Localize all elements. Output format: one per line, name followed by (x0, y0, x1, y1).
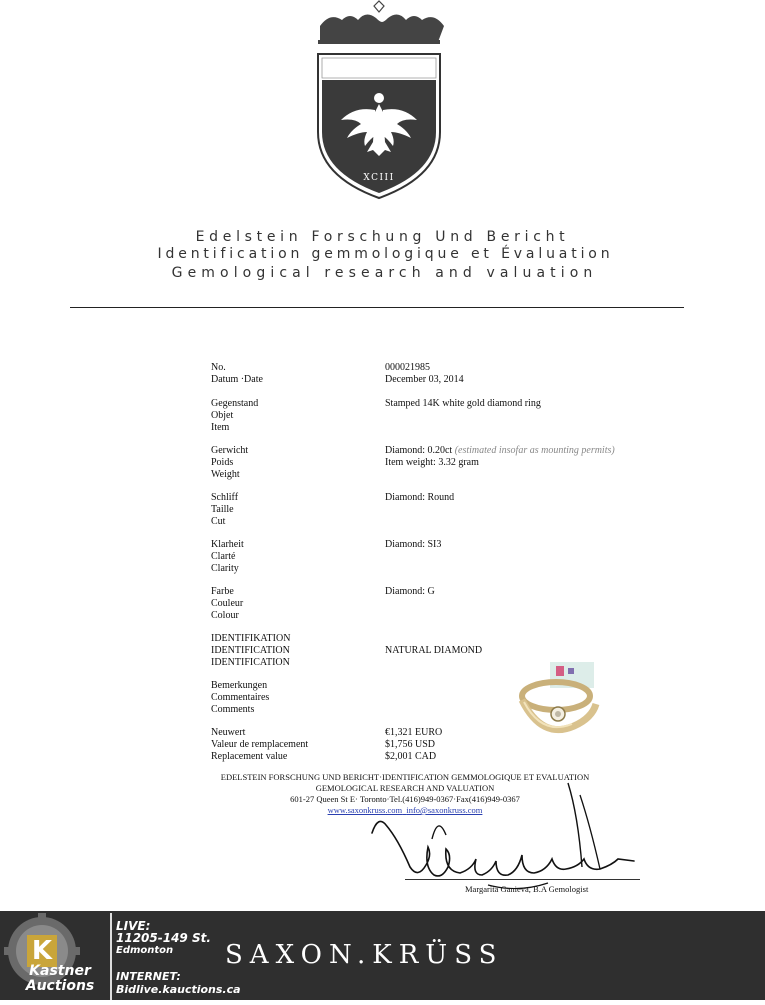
comments-label-de: Bemerkungen (211, 680, 268, 691)
clarity-label-de: Klarheit (211, 539, 244, 550)
logo-text-kastner: Kastner (29, 963, 91, 979)
live-label: LIVE: (116, 919, 151, 933)
crest-numeral: XCIII (363, 173, 395, 183)
colour-label-en: Colour (211, 610, 239, 621)
signature-line (405, 879, 640, 880)
weight-note: (estimated insofar as mounting permits) (454, 445, 615, 456)
heading-english: Gemological research and valuation (171, 265, 598, 281)
date-label: Datum ·Date (211, 374, 263, 385)
live-address: 11205-149 St. (116, 931, 211, 945)
value-usd: $1,756 USD (385, 739, 436, 750)
value-euro: €1,321 EURO (385, 727, 443, 738)
clarity-value: Diamond: SI3 (385, 539, 442, 550)
date-value: December 03, 2014 (385, 374, 464, 385)
number-label: No. (211, 362, 226, 373)
identification-label-fr: IDENTIFICATION (211, 645, 290, 656)
colour-label-de: Farbe (211, 586, 234, 597)
item-label-en: Item (211, 422, 230, 433)
signer-name: Margarita Ganieva, B.A Gemologist (465, 884, 589, 894)
internet-label: INTERNET: (116, 970, 181, 983)
email-link[interactable]: info@saxonkruss.com (406, 805, 483, 815)
colour-value: Diamond: G (385, 586, 435, 597)
cut-label-fr: Taille (211, 504, 234, 515)
item-label-fr: Objet (211, 410, 234, 421)
brand-wordmark: SAXON.KRÜSS (225, 940, 504, 970)
ring-photo (512, 660, 602, 745)
footer-company-line: EDELSTEIN FORSCHUNG UND BERICHT·IDENTIFICATION GEMMOLOGIQUE ET EVALUATION (220, 772, 590, 782)
diamond-weight-value (385, 445, 615, 457)
logo-text-auctions: Auctions (25, 978, 95, 994)
clarity-label-en: Clarity (211, 563, 239, 574)
internet-url[interactable]: Bidlive.kauctions.ca (116, 983, 241, 996)
crown-icon (318, 1, 444, 44)
cut-label-en: Cut (211, 516, 226, 527)
website-link[interactable]: www.saxonkruss.com (327, 805, 403, 815)
banner-divider (110, 913, 112, 1000)
diamond-weight-text: Diamond: 0.20ct (385, 445, 453, 456)
identification-label-de: IDENTIFIKATION (211, 633, 291, 644)
heading-french: Identification gemmologique et Évaluation (157, 246, 614, 262)
weight-label-en: Weight (211, 469, 240, 480)
valuation-label-de: Neuwert (211, 727, 246, 738)
cut-value: Diamond: Round (385, 492, 455, 503)
comments-label-fr: Commentaires (211, 692, 270, 703)
item-label-de: Gegenstand (211, 398, 259, 409)
number-value: 000021985 (385, 362, 430, 373)
cut-label-de: Schliff (211, 492, 239, 503)
header-divider (70, 307, 684, 308)
valuation-label-fr: Valeur de remplacement (211, 739, 309, 750)
comments-label-en: Comments (211, 704, 255, 715)
logo-letter: K (27, 935, 57, 967)
valuation-label-en: Replacement value (211, 751, 288, 762)
colour-label-fr: Couleur (211, 598, 244, 609)
weight-label-de: Gerwicht (211, 445, 249, 456)
live-city: Edmonton (116, 945, 174, 956)
clarity-label-fr: Clarté (211, 551, 236, 562)
item-value: Stamped 14K white gold diamond ring (385, 398, 541, 409)
heading-german: Edelstein Forschung Und Bericht (195, 229, 570, 245)
identification-label-en: IDENTIFICATION (211, 657, 290, 668)
footer-address: 601-27 Queen St E· Toronto·Tel.(416)949-0367·Fax(416)949-0367 (290, 794, 520, 804)
value-cad: $2,001 CAD (385, 751, 437, 762)
item-weight-value: Item weight: 3.32 gram (385, 457, 479, 468)
crest-logo (312, 0, 446, 205)
footer-subtitle: GEMOLOGICAL RESEARCH AND VALUATION (315, 783, 495, 793)
identification-value: NATURAL DIAMOND (385, 645, 483, 656)
weight-label-fr: Poids (211, 457, 234, 468)
